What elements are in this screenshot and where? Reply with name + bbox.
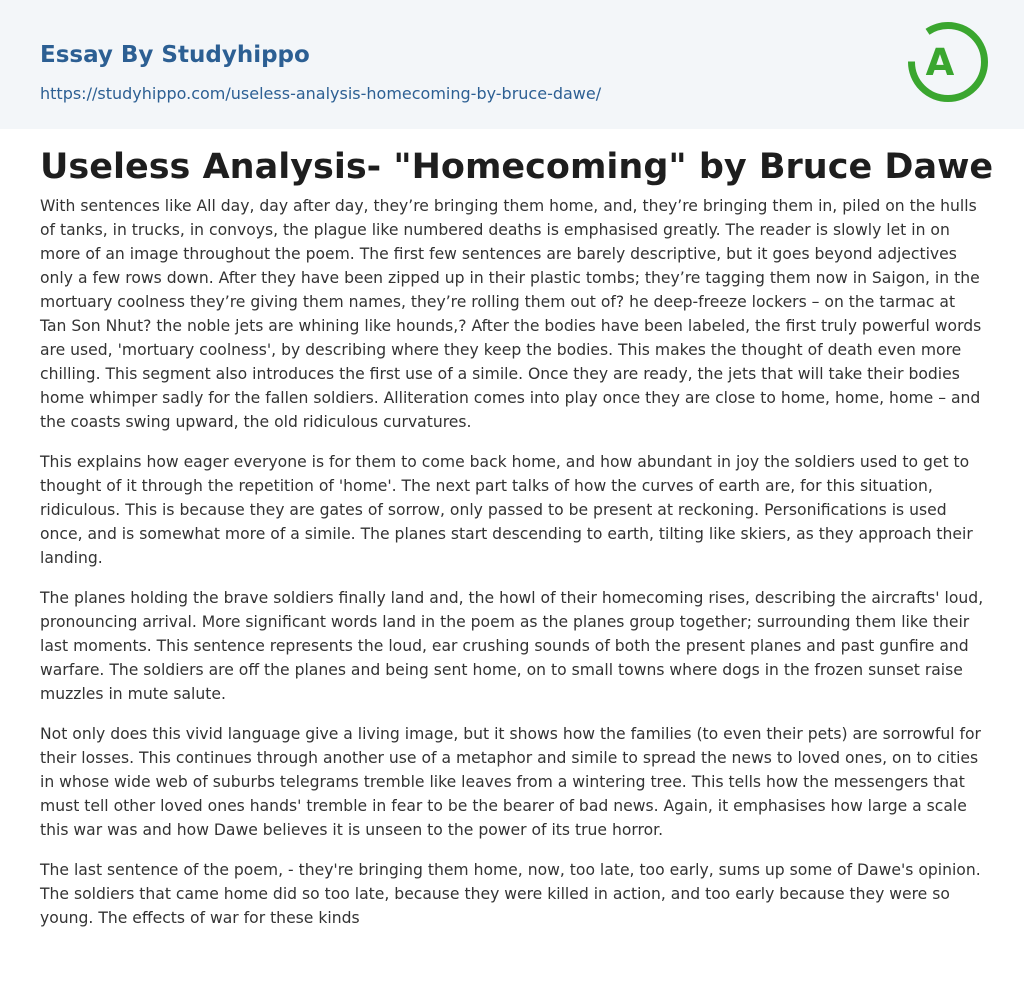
article-paragraph: Not only does this vivid language give a living image, but it shows how the families (to even their pets) are sorrowful for their losses. This continues through another use of a metaphor and simile to spread the news to loved ones, on to cities in whose wide web of suburbs telegrams tremble like leaves from a wintering tree. This tells how the messengers that must tell other loved ones hands' tremble in fear to be the bearer of bad news. Again, it emphasises how large a scale this war was and how Dawe believes it is unseen to the power of its true horror. xyxy=(40,725,981,839)
source-url-link[interactable]: https://studyhippo.com/useless-analysis-homecoming-by-bruce-dawe/ xyxy=(40,84,602,103)
article-paragraph: The planes holding the brave soldiers finally land and, the howl of their homecoming rises, describing the aircrafts' loud, pronouncing arrival. More significant words land in the poem as the planes group together; surrounding them like their last moments. This sentence represents the loud, ear crushing sounds of both the present planes and past gunfire and warfare. The soldiers are off the planes and being sent home, on to small towns where dogs in the frozen sunset raise muzzles in mute salute. xyxy=(40,589,984,703)
article-title: Useless Analysis- "Homecoming" by Bruce Dawe xyxy=(40,147,994,187)
ring-logo-icon[interactable] xyxy=(908,20,988,104)
article-body xyxy=(40,194,984,946)
site-brand[interactable]: Essay By Studyhippo xyxy=(40,42,310,68)
logo-letter: A xyxy=(925,41,955,84)
site-header xyxy=(0,0,1024,129)
article-paragraph: With sentences like All day, day after day, they’re bringing them home, and, they’re bringing them in, piled on the hulls of tanks, in trucks, in convoys, the plague like numbered deaths is emphasised greatly. The reader is slowly let in on more of an image throughout the poem. The first few sentences are barely descriptive, but it goes beyond adjectives only a few rows down. After they have been zipped up in their plastic tombs; they’re tagging them now in Saigon, in the mortuary coolness they’re giving them names, they’re rolling them out of? he deep-freeze lockers – on the tarmac at Tan Son Nhut? the noble jets are whining like hounds,? After the bodies have been labeled, the first truly powerful words are used, 'mortuary coolness', by describing where they keep the bodies. This makes the thought of death even more chilling. This segment also introduces the first use of a simile. Once they are ready, the jets that will take their bodies home whimper sadly for the fallen soldiers. Alliteration comes into play once they are close to home, home, home – and the coasts swing upward, the old ridiculous curvatures. xyxy=(40,197,982,431)
article-paragraph: This explains how eager everyone is for them to come back home, and how abundant in joy the soldiers used to get to thought of it through the repetition of 'home'. The next part talks of how the curves of earth are, for this situation, ridiculous. This is because they are gates of sorrow, only passed to be present at reckoning. Personifications is used once, and is somewhat more of a simile. The planes start descending to earth, tilting like skiers, as they approach their landing. xyxy=(40,453,973,567)
article-paragraph: The last sentence of the poem, - they're bringing them home, now, too late, too early, sums up some of Dawe's opinion. The soldiers that came home did so too late, because they were killed in action, and too early because they were so young. The effects of war for these kinds xyxy=(40,861,981,927)
